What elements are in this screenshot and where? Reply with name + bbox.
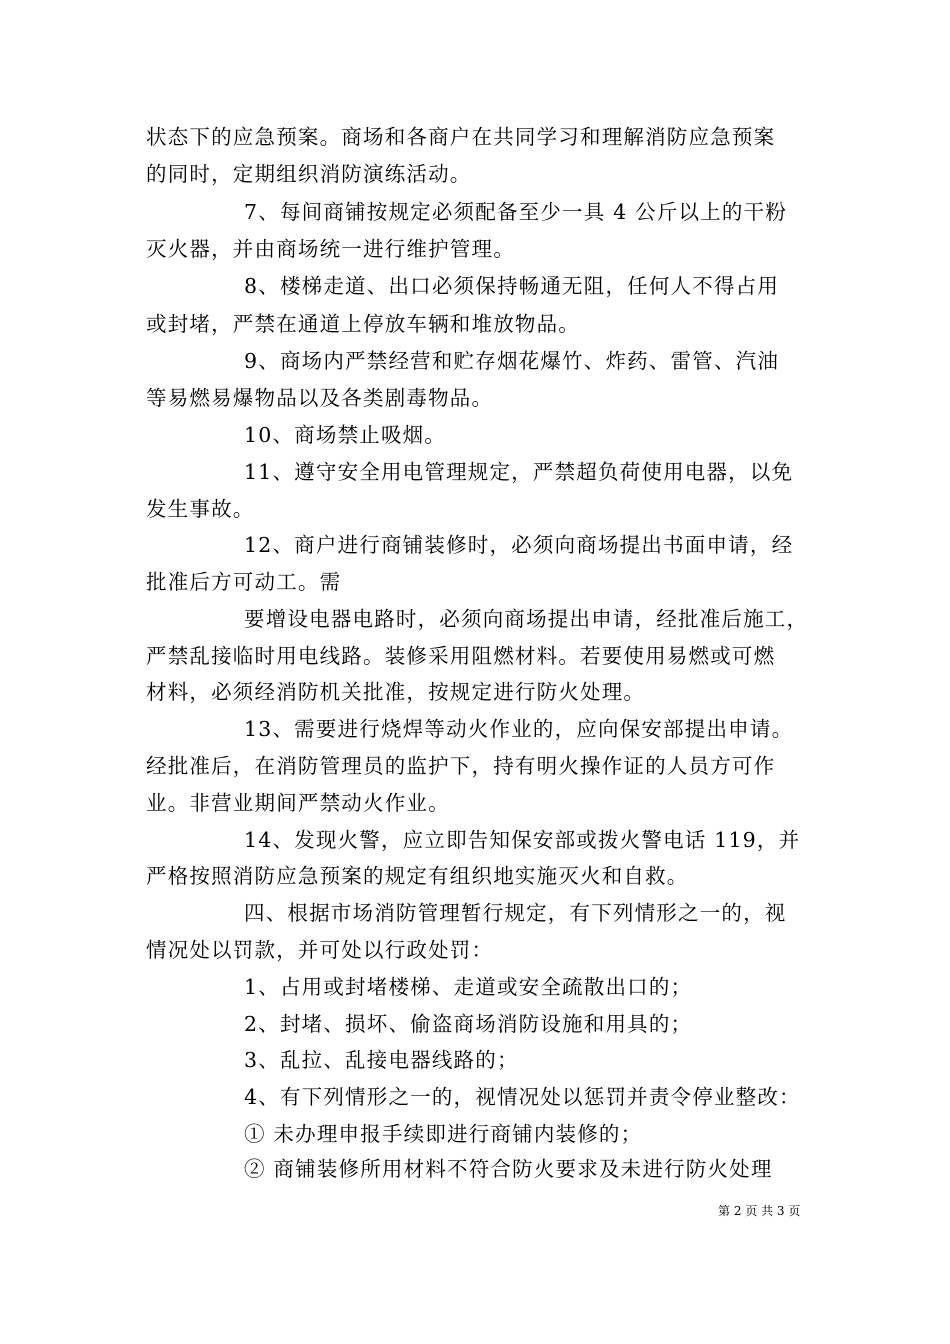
text-line: 的同时，定期组织消防演练活动。 (146, 162, 472, 186)
text-line: 3、乱拉、乱接电器线路的； (244, 1048, 519, 1072)
text-line: ② 商铺装修所用材料不符合防火要求及未进行防火处理 (244, 1157, 773, 1181)
page-number-footer: 第 2 页 共 3 页 (718, 1204, 801, 1218)
text-line: 灭火器，并由商场统一进行维护管理。 (146, 237, 515, 261)
text-line: 状态下的应急预案。商场和各商户在共同学习和理解消防应急预案 (146, 125, 776, 149)
text-line: 四、根据市场消防管理暂行规定，有下列情形之一的，视 (244, 901, 787, 925)
text-line: 8、楼梯走道、出口必须保持畅通无阻，任何人不得占用 (244, 274, 780, 298)
text-line: 严禁乱接临时用电线路。装修采用阻燃材料。若要使用易燃或可燃 (146, 644, 776, 668)
text-line: 11、遵守安全用电管理规定，严禁超负荷使用电器，以免 (244, 460, 794, 484)
text-line: 等易燃易爆物品以及各类剧毒物品。 (146, 386, 494, 410)
text-line: 发生事故。 (146, 497, 255, 521)
text-line: ① 未办理申报手续即进行商铺内装修的； (244, 1122, 643, 1146)
text-line: 要增设电器电路时，必须向商场提出申请，经批准后施工， (244, 607, 809, 631)
text-line: 业。非营业期间严禁动火作业。 (146, 791, 450, 815)
text-line: 4、有下列情形之一的，视情况处以惩罚并责令停业整改： (244, 1085, 801, 1109)
text-line: 1、占用或封堵楼梯、走道或安全疏散出口的； (244, 975, 693, 999)
text-line: 批准后方可动工。需 (146, 570, 342, 594)
text-line: 9、商场内严禁经营和贮存烟花爆竹、炸药、雷管、汽油 (244, 349, 780, 373)
text-line: 2、封堵、损坏、偷盗商场消防设施和用具的； (244, 1012, 693, 1036)
text-line: 13、需要进行烧焊等动火作业的，应向保安部提出申请。 (244, 717, 794, 741)
text-line: 14、发现火警，应立即告知保安部或拨火警电话 119，并 (244, 828, 801, 852)
text-line: 12、商户进行商铺装修时，必须向商场提出书面申请，经 (244, 533, 794, 557)
text-line: 经批准后，在消防管理员的监护下，持有明火操作证的人员方可作 (146, 754, 776, 778)
text-line: 材料，必须经消防机关批准，按规定进行防火处理。 (146, 680, 646, 704)
text-line: 严格按照消防应急预案的规定有组织地实施灭火和自救。 (146, 864, 689, 888)
text-line: 7、每间商铺按规定必须配备至少一具 4 公斤以上的干粉 (244, 200, 788, 224)
text-line: 情况处以罚款，并可处以行政处罚： (146, 938, 494, 962)
text-line: 或封堵，严禁在通道上停放车辆和堆放物品。 (146, 312, 580, 336)
text-line: 10、商场禁止吸烟。 (244, 423, 447, 447)
